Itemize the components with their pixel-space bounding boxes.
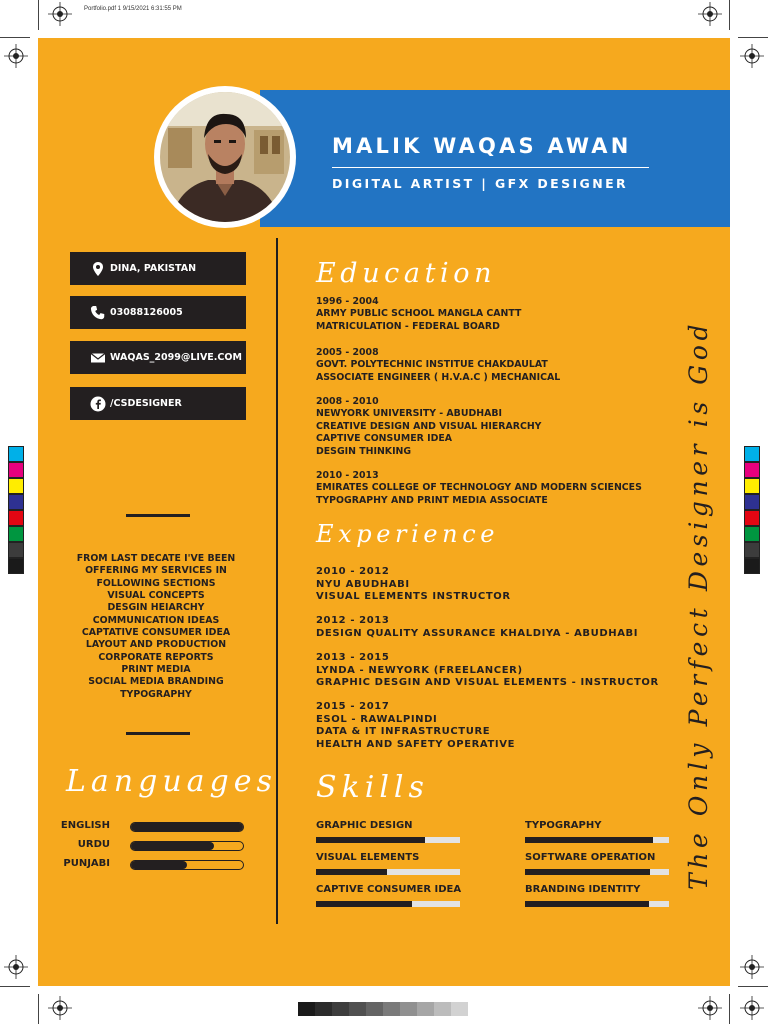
experience-line: 2012 - 2013 [316, 615, 390, 626]
column-divider [276, 238, 278, 924]
services-line: OFFERING MY SERVICES IN [85, 565, 227, 577]
skill-software-operation [525, 852, 669, 875]
language-row-english [38, 820, 248, 834]
skill-label: VISUAL ELEMENTS [316, 852, 420, 863]
trim-mark [738, 986, 768, 987]
services-line: COMMUNICATION IDEAS [92, 614, 220, 626]
job-title: DIGITAL ARTIST | GFX DESIGNER [332, 176, 629, 191]
registration-mark-icon [740, 955, 764, 979]
services-line: FOLLOWING SECTIONS [96, 577, 216, 589]
language-label: PUNJABI [63, 858, 110, 869]
experience-heading: Experience [316, 520, 500, 548]
services-line: SOCIAL MEDIA BRANDING [88, 676, 224, 688]
experience-line: DATA & IT INFRASTRUCTURE [316, 726, 491, 738]
experience-entry [316, 615, 638, 640]
trim-mark [729, 994, 730, 1024]
trim-mark [38, 0, 39, 30]
skill-label: TYPOGRAPHY [525, 820, 602, 831]
skill-level-fill [316, 837, 425, 843]
trim-mark [738, 37, 768, 38]
education-line: CAPTIVE CONSUMER IDEA [316, 433, 453, 445]
language-row-punjabi [38, 858, 248, 872]
experience-entry [316, 701, 515, 751]
languages-heading: Languages [66, 764, 277, 799]
services-line: LAYOUT AND PRODUCTION [85, 639, 227, 651]
skill-label: CAPTIVE CONSUMER IDEA [316, 884, 462, 895]
language-label: URDU [77, 839, 110, 850]
education-line: CREATIVE DESIGN AND VISUAL HIERARCHY [316, 420, 542, 432]
experience-line: GRAPHIC DESGIN AND VISUAL ELEMENTS - INSTRUCTOR [316, 677, 659, 689]
skill-branding-identity [525, 884, 669, 907]
skill-level-bar [525, 901, 669, 907]
skill-level-fill [316, 869, 387, 875]
color-bars-left [8, 446, 24, 574]
registration-mark-icon [48, 2, 72, 26]
language-row-urdu [38, 839, 248, 853]
education-line: MATRICULATION - FEDERAL BOARD [316, 320, 500, 332]
language-level-fill [131, 823, 243, 831]
registration-mark-icon [48, 996, 72, 1020]
services-list [58, 553, 254, 701]
experience-line: HEALTH AND SAFETY OPERATIVE [316, 738, 516, 750]
language-level-bar [130, 841, 244, 851]
skill-level-bar [316, 837, 460, 843]
services-line: FROM LAST DECATE I'VE BEEN [76, 553, 236, 564]
registration-mark-icon [740, 44, 764, 68]
services-line: CORPORATE REPORTS [98, 651, 214, 663]
language-level-fill [131, 842, 214, 850]
contact-email[interactable] [70, 341, 246, 374]
registration-mark-icon [4, 44, 28, 68]
phone-icon [90, 305, 106, 321]
contact-phone-text: 03088126005 [110, 307, 183, 318]
experience-line: 2013 - 2015 [316, 652, 390, 663]
experience-entry [316, 566, 511, 604]
language-level-bar [130, 822, 244, 832]
skill-label: SOFTWARE OPERATION [525, 852, 656, 863]
services-line: DESGIN HEIARCHY [107, 602, 205, 614]
trim-mark [729, 0, 730, 30]
education-line: NEWYORK UNIVERSITY - ABUDHABI [316, 408, 502, 420]
location-pin-icon [90, 261, 106, 277]
skill-typography [525, 820, 669, 843]
skill-visual-elements [316, 852, 460, 875]
registration-mark-icon [698, 2, 722, 26]
education-line: 2005 - 2008 [316, 347, 379, 358]
skill-label: BRANDING IDENTITY [525, 884, 641, 895]
skill-level-fill [525, 869, 650, 875]
contact-email-text: WAQAS_2099@LIVE.COM [110, 352, 242, 363]
section-rule [126, 514, 190, 517]
name-underline [332, 167, 649, 168]
education-heading: Education [316, 258, 497, 289]
services-line: PRINT MEDIA [121, 664, 191, 676]
contact-location-text: DINA, PAKISTAN [110, 263, 197, 274]
experience-line: DESIGN QUALITY ASSURANCE KHALDIYA - ABUDHABI [316, 627, 639, 639]
person-name: MALIK WAQAS AWAN [332, 134, 632, 158]
contact-facebook-text: /CSDESIGNER [110, 398, 182, 409]
skill-level-bar [316, 869, 460, 875]
skill-graphic-design [316, 820, 460, 843]
education-entry [316, 347, 560, 384]
services-line: CAPTATIVE CONSUMER IDEA [81, 627, 231, 639]
education-line: 2010 - 2013 [316, 470, 379, 481]
experience-line: VISUAL ELEMENTS INSTRUCTOR [316, 591, 511, 603]
print-info: Portfolio.pdf 1 9/15/2021 6:31:55 PM [84, 6, 182, 12]
facebook-icon [90, 396, 106, 412]
education-line: 1996 - 2004 [316, 296, 379, 307]
contact-location [70, 252, 246, 285]
experience-line: NYU ABUDHABI [316, 578, 410, 590]
resume-page [38, 38, 730, 986]
contact-phone[interactable] [70, 296, 246, 329]
education-entry [316, 396, 541, 458]
skill-level-bar [316, 901, 460, 907]
color-bars-right [744, 446, 760, 574]
header-band [260, 90, 730, 227]
profile-photo [160, 92, 290, 222]
registration-mark-icon [740, 996, 764, 1020]
education-entry [316, 470, 642, 507]
language-level-bar [130, 860, 244, 870]
education-line: GOVT. POLYTECHNIC INSTITUE CHAKDAULAT [316, 359, 548, 371]
contact-facebook[interactable] [70, 387, 246, 420]
experience-line: ESOL - RAWALPINDI [316, 713, 438, 725]
skill-label: GRAPHIC DESIGN [316, 820, 413, 831]
education-line: TYPOGRAPHY AND PRINT MEDIA ASSOCIATE [316, 494, 548, 506]
registration-mark-icon [4, 955, 28, 979]
experience-entry [316, 652, 659, 690]
gray-scale-strip [298, 1002, 468, 1016]
skill-level-bar [525, 837, 669, 843]
registration-mark-icon [698, 996, 722, 1020]
skill-captive-consumer-idea [316, 884, 460, 907]
skill-level-fill [525, 837, 653, 843]
experience-line: 2015 - 2017 [316, 701, 390, 712]
education-line: DESGIN THINKING [316, 445, 412, 457]
education-line: EMIRATES COLLEGE OF TECHNOLOGY AND MODERN SCIENCES [316, 482, 642, 494]
skill-level-bar [525, 869, 669, 875]
section-rule [126, 732, 190, 735]
experience-line: 2010 - 2012 [316, 566, 390, 577]
education-line: ARMY PUBLIC SCHOOL MANGLA CANTT [316, 308, 522, 320]
experience-line: LYNDA - NEWYORK (FREELANCER) [316, 664, 523, 676]
skills-heading: Skills [316, 770, 429, 805]
trim-mark [0, 986, 30, 987]
services-line: TYPOGRAPHY [120, 688, 192, 700]
language-label: ENGLISH [60, 820, 110, 831]
trim-mark [0, 37, 30, 38]
skill-level-fill [525, 901, 649, 907]
education-line: ASSOCIATE ENGINEER ( H.V.A.C ) MECHANICAL [316, 371, 561, 383]
skill-level-fill [316, 901, 412, 907]
vertical-tagline: The Only Perfect Designer is God [684, 319, 713, 890]
education-line: 2008 - 2010 [316, 396, 379, 407]
envelope-icon [90, 350, 106, 366]
trim-mark [38, 994, 39, 1024]
education-entry [316, 296, 521, 333]
language-level-fill [131, 861, 187, 869]
services-line: VISUAL CONCEPTS [107, 590, 205, 602]
